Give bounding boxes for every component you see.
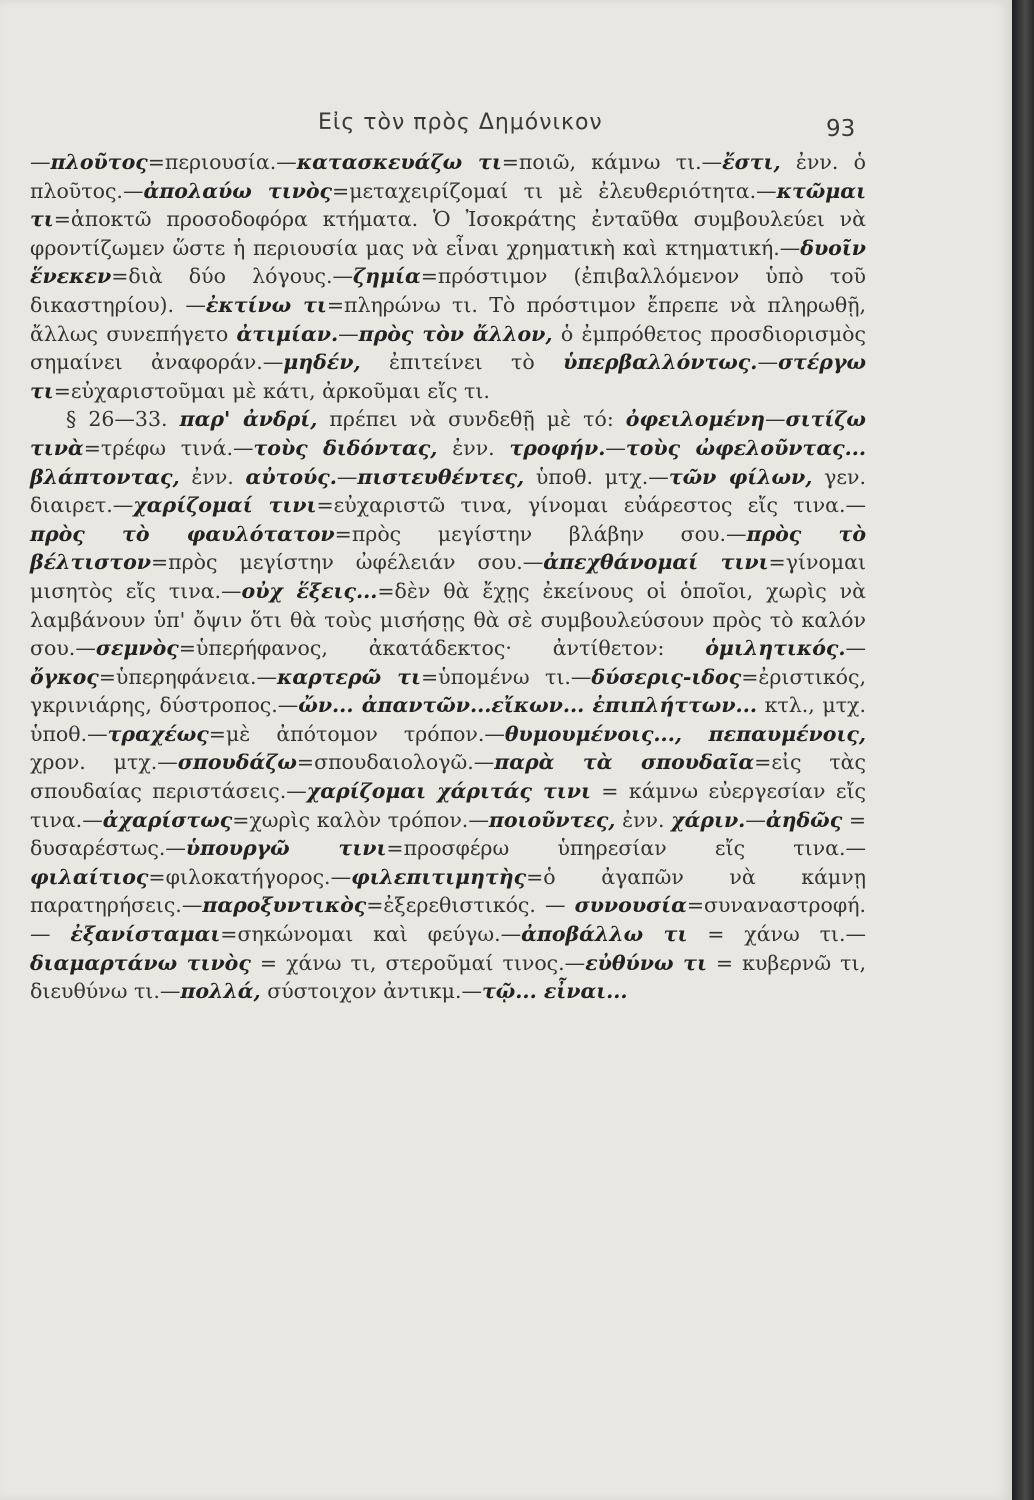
gloss-text: =σηκώνομαι καὶ φεύγω.—: [220, 922, 522, 947]
gloss-text: χρον. μτχ.—: [30, 750, 178, 775]
gloss-text: —: [765, 407, 786, 432]
lemma-term: πολλά,: [180, 979, 261, 1004]
lemma-term: στέργω τι: [30, 350, 866, 403]
lemma-term: ἐκτίνω τι: [205, 292, 327, 317]
gloss-text: =πρὸς μεγίστην ὠφέλειάν σου.—: [150, 550, 544, 575]
gloss-text: =περιουσία.—: [147, 150, 297, 174]
gloss-text: =εὐχαριστῶ τινα, γίνομαι εὐάρεστος εἴς τινα.—: [316, 493, 867, 518]
gloss-text: —: [338, 321, 359, 346]
lemma-term: ἔστι,: [722, 150, 781, 174]
page-header: [0, 104, 1012, 144]
gloss-text: —: [30, 150, 51, 174]
lemma-term: ἀπεχθάνομαί τινι: [543, 550, 769, 575]
gloss-text: = κάμνω εὐεργεσίαν εἴς τινα.—: [30, 779, 866, 832]
gloss-text: ἐπιτείνει τὸ: [360, 350, 564, 375]
lemma-term: ἀπολαύω τινὸς: [143, 178, 333, 203]
lemma-term: ὀφειλομένη: [625, 407, 766, 432]
paragraph-1: [30, 148, 866, 405]
lemma-term: οὐχ ἕξεις...: [241, 578, 378, 603]
paragraph-2: [30, 405, 866, 1005]
gloss-text: ὑποθ. μτχ.—: [524, 464, 669, 489]
gloss-text: =ὑπερηφάνεια.—: [98, 664, 277, 689]
gloss-text: =δὲν θὰ ἔχῃς ἐκείνους οἱ ὁποῖοι, χωρὶς νὰ λαμβάνουν ὑπ' ὄψιν ὅτι θὰ τοὺς μισήσῃς θὰ σὲ συμβουλεύσουν πρὸς τὸ καλόν σου.—: [30, 578, 866, 661]
gloss-text: —: [605, 435, 626, 460]
gloss-text: =ὑπερήφανος, ἀκατάδεκτος· ἀντίθετον:: [178, 636, 706, 661]
lemma-term: εὐθύνω τι: [585, 950, 707, 975]
lemma-term: ὤν... ἀπαντῶν...εἴκων... ἐπιπλήττων...: [298, 693, 757, 718]
gloss-text: =γίνομαι μισητὸς εἴς τινα.—: [30, 550, 866, 603]
lemma-term: παρ' ἀνδρί,: [179, 407, 318, 432]
lemma-term: πρὸς τὸν ἄλλον,: [358, 321, 553, 346]
lemma-term: μηδέν,: [283, 350, 361, 375]
lemma-term: φιλεπιτιμητὴς: [351, 864, 527, 889]
lemma-term: σπουδάζω: [177, 750, 297, 775]
gloss-text: =συναναστροφή. —: [30, 893, 866, 947]
gloss-text: σύστοιχον ἀντικμ.—: [260, 979, 482, 1004]
lemma-term: δυοῖν ἕνεκεν: [30, 235, 866, 289]
lemma-term: ἀηδῶς: [765, 807, 843, 832]
gloss-text: =τρέφω τινά.—: [83, 435, 254, 460]
lemma-term: τῷ... εἶναι...: [481, 979, 628, 1004]
lemma-term: ὑπερβαλλόντως.: [563, 350, 758, 375]
lemma-term: κτῶμαι τι: [30, 178, 867, 232]
commentary-text: [30, 148, 866, 1006]
lemma-term: ἀτιμίαν.: [236, 321, 339, 346]
gloss-text: =μὲ ἀπότομον τρόπον.—: [208, 721, 505, 746]
lemma-term: καρτερῶ τι: [276, 664, 421, 689]
lemma-term: χαρίζομαι χάριτάς τινι: [306, 779, 591, 804]
gloss-text: ἐνν. ὁ πλοῦτος.—: [30, 150, 866, 203]
page-edge: [1012, 0, 1034, 1500]
lemma-term: ὄγκος: [30, 664, 99, 689]
gloss-text: =ἐριστικός, γκρινιάρης, δύστροπος.—: [30, 664, 866, 718]
lemma-term: τοὺς ὠφελοῦντας... βλάπτοντας,: [30, 435, 866, 489]
running-head: Εἰς τὸν πρὸς Δημόνικον: [318, 110, 603, 135]
lemma-term: αὐτούς.: [245, 464, 337, 489]
lemma-term: ποιοῦντες,: [488, 807, 616, 832]
lemma-term: θυμουμένοις..., πεπαυμένοις,: [504, 721, 866, 746]
gloss-text: —: [757, 350, 778, 375]
lemma-term: τροφήν.: [509, 435, 606, 460]
gloss-text: πρέπει νὰ συνδεθῇ μὲ τό:: [317, 407, 626, 432]
gloss-text: =ὑπομένω τι.—: [420, 664, 592, 689]
lemma-term: πρὸς τὸ βέλτιστον: [30, 521, 867, 575]
lemma-term: χάριν.: [671, 807, 746, 832]
lemma-term: ὁμιλητικός.: [705, 636, 846, 661]
gloss-text: =εἰς τὰς σπουδαίας περιστάσεις.—: [30, 750, 866, 804]
gloss-text: =διὰ δύο λόγους.—: [111, 264, 353, 289]
lemma-term: παρὰ τὰ σπουδαῖα: [494, 750, 755, 775]
gloss-text: ἐνν.: [615, 807, 672, 832]
gloss-text: —: [845, 636, 866, 661]
lemma-term: τῶν φίλων,: [668, 464, 813, 489]
gloss-text: κτλ., μτχ. ὑποθ.—: [30, 693, 866, 746]
gloss-text: ἐνν.: [179, 464, 246, 489]
gloss-text: =προσφέρω ὑπηρεσίαν εἴς τινα.—: [386, 836, 866, 861]
gloss-text: = δυσαρέστως.—: [30, 807, 866, 861]
lemma-term: πλοῦτος: [50, 150, 148, 174]
gloss-text: =πρὸς μεγίστην βλάβην σου.—: [334, 521, 747, 546]
lemma-term: διαμαρτάνω τινὸς: [30, 950, 251, 975]
lemma-term: ἐξανίσταμαι: [70, 922, 221, 947]
gloss-text: γεν. διαιρετ.—: [30, 464, 866, 518]
lemma-term: πρὸς τὸ φαυλότατον: [30, 521, 335, 546]
gloss-text: § 26—33.: [66, 407, 180, 432]
gloss-text: =ὁ ἀγαπῶν νὰ κάμνῃ παρατηρήσεις.—: [30, 864, 866, 918]
page-number: 93: [826, 116, 856, 142]
lemma-term: πιστευθέντες,: [357, 464, 525, 489]
gloss-text: ἐνν.: [437, 435, 510, 460]
gloss-text: =σπουδαιολογῶ.—: [296, 750, 495, 775]
gloss-text: —: [745, 807, 766, 832]
lemma-term: παροξυντικὸς: [202, 893, 367, 918]
lemma-term: συνουσία: [574, 893, 687, 918]
gloss-text: = χάνω τι, στεροῦμαί τινος.—: [250, 950, 586, 975]
lemma-term: φιλαίτιος: [30, 864, 149, 889]
gloss-text: =φιλοκατήγορος.—: [148, 864, 352, 889]
lemma-term: τραχέως: [107, 721, 209, 746]
gloss-text: =χωρὶς καλὸν τρόπον.—: [232, 807, 489, 832]
lemma-term: κατασκευάζω τι: [296, 150, 502, 174]
gloss-text: = χάνω τι.—: [687, 922, 866, 947]
gloss-text: =πληρώνω τι. Τὸ πρόστιμον ἔπρεπε νὰ πληρωθῇ, ἄλλως συνεπήγετο: [30, 292, 867, 346]
lemma-term: σεμνὸς: [95, 636, 179, 661]
lemma-term: σιτίζω τινὰ: [30, 407, 866, 460]
lemma-term: τοὺς διδόντας,: [253, 435, 438, 460]
lemma-term: ὑπουργῶ τινι: [185, 836, 387, 861]
gloss-text: = κυβερνῶ τι, διευθύνω τι.—: [30, 950, 866, 1004]
gloss-text: =ποιῶ, κάμνω τι.—: [501, 150, 723, 174]
gloss-text: =μεταχειρίζομαί τι μὲ ἐλευθεριότητα.—: [332, 178, 777, 203]
gloss-text: ὁ ἐμπρόθετος προσδιορισμὸς σημαίνει ἀναφοράν.—: [30, 321, 866, 375]
lemma-term: ζημία: [353, 264, 421, 289]
lemma-term: ἀποβάλλω τι: [521, 922, 688, 947]
lemma-term: χαρίζομαί τινι: [133, 493, 317, 518]
lemma-term: δύσερις-ιδος: [591, 664, 742, 689]
lemma-term: ἀχαρίστως: [102, 807, 233, 832]
gloss-text: =ἀποκτῶ προσοδοφόρα κτήματα. Ὁ Ἰσοκράτης ἐνταῦθα συμβουλεύει νὰ φροντίζωμεν ὥστε ἡ περιουσία μας νὰ εἶναι χρηματικὴ καὶ κτηματική.—: [30, 207, 866, 260]
gloss-text: =πρόστιμον (ἐπιβαλλόμενον ὑπὸ τοῦ δικαστηρίου). —: [30, 264, 866, 317]
gloss-text: =ἐξερεθιστικός. —: [366, 893, 575, 918]
gloss-text: —: [336, 464, 358, 489]
gloss-text: =εὐχαριστοῦμαι μὲ κάτι, ἀρκοῦμαι εἴς τι.: [53, 378, 490, 403]
